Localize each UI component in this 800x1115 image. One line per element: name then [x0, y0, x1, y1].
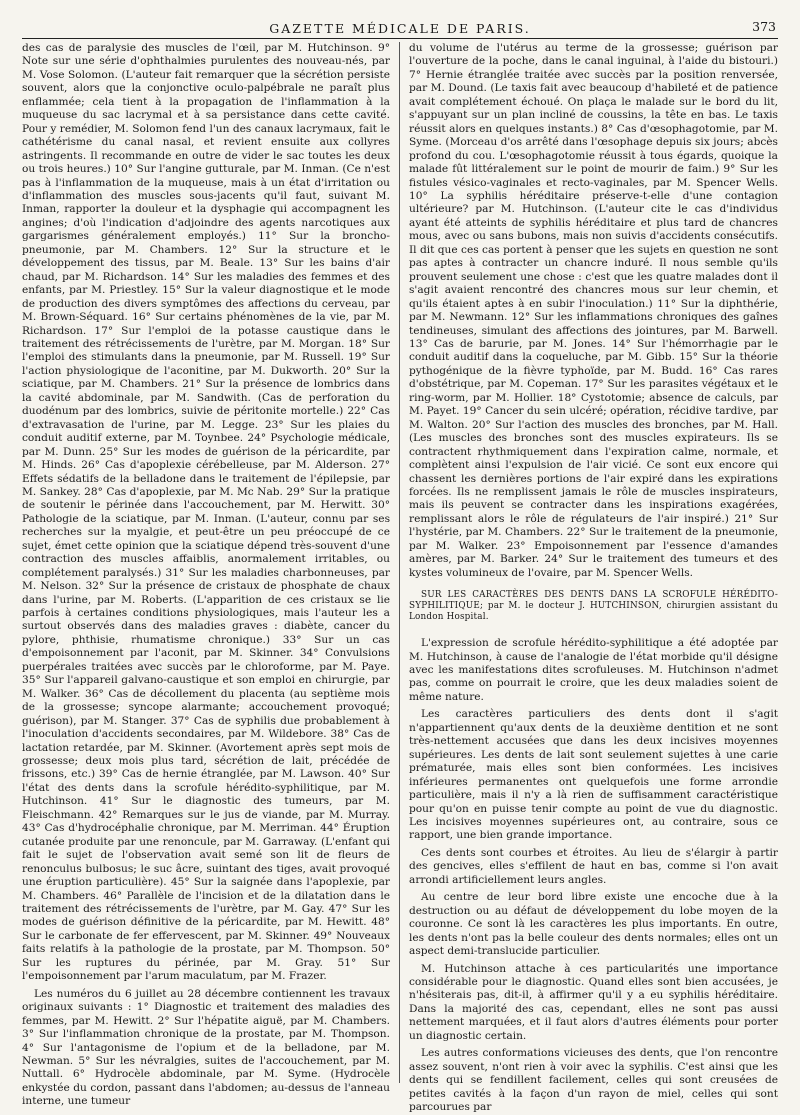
left-paragraph-continued: des cas de paralysie des muscles de l'œil, par M. Hutchinson. 9° Note sur une série d'ophthalmies purulentes des nouveau-nés, par M. Vose Solomon. (L'auteur fait remarquer que la sécrétion persiste souvent, alors que la conjonctive oculo-palpébrale ne paraît plus enflammée; cela tient à la propagation de l'inflammation à la muqueuse du sac lacrymal et à sa persistance dans cette cavité. Pour y remédier, M. Solomon fend l'un des canaux lacrymaux, fait le cathétérisme du canal nasal, et revient ensuite aux collyres astringents. Il recommande en outre de vider le sac toutes les deux ou trois heures.) 10° Sur l'angine gutturale, par M. Inman. (Ce n'est pas à l'inflammation de la muqueuse, mais à un état d'irritation ou d'inflammation des muscles sous-jacents qu'il faut, suivant M. Inman, rapporter la douleur et la dysphagie qui accompagnent les angines; d'où l'indication d'adjoindre des agents narcotiques aux gargarismes généralement employés.) 11° Sur la broncho-pneumonie, par M. Chambers. 12° Sur la structure et le développement des tissus, par M. Beale. 13° Sur les bains d'air chaud, par M. Richardson. 14° Sur les maladies des femmes et des enfants, par M. Priestley. 15° Sur la valeur diagnostique et le mode de production des divers symptômes des affections du cerveau, par M. Brown-Séquard. 16° Sur certains phénomènes de la vie, par M. Richardson. 17° Sur l'emploi de la potasse caustique dans le traitement des rétrécissements de l'urètre, par M. Morgan. 18° Sur l'emploi des stimulants dans la pneumonie, par M. Russell. 19° Sur l'action physiologique de l'aconitine, par M. Dukworth. 20° Sur la sciatique, par M. Chambers. 21° Sur la présence de lombrics dans la cavité abdominale, par M. Sandwith. (Cas de perforation du duodénum par des lombrics, suivie de péritonite mortelle.) 22° Cas d'extravasation de l'urine, par M. Legge. 23° Sur les plaies du conduit auditif externe, par M. Toynbee. 24° Psychologie médicale, par M. Dunn. 25° Sur les modes de guérison de la péricardite, par M. Hinds. 26° Cas d'apoplexie cérébelleuse, par M. Alderson. 27° Effets sédatifs de la belladone dans le traitement de l'épilepsie, par M. Sankey. 28° Cas d'apoplexie, par M. Mc Nab. 29° Sur la pratique de soutenir le périnée dans l'accouchement, par M. Herwitt. 30° Pathologie de la sciatique, par M. Inman. (L'auteur, connu par ses recherches sur la myalgie, et peut-être un peu préoccupé de ce sujet, émet cette opinion que la sciatique dépend très-souvent d'une contraction des muscles affaiblis, anormalement irritables, ou complétement paralysés.) 31° Sur les maladies charbonneuses, par M. Nelson. 32° Sur la présence de cristaux de phosphate de chaux dans l'urine, par M. Roberts. (L'apparition de ces cristaux se lie parfois à certaines conditions physiologiques, mais l'auteur les a surtout observés dans des maladies graves : diabète, cancer du pylore, phthisie, rhumatisme chronique.) 33° Sur un cas d'empoisonnement par l'aconit, par M. Skinner. 34° Convulsions puerpérales traitées avec succès par le chloroforme, par M. Paye. 35° Sur l'appareil galvano-caustique et son emploi en chirurgie, par M. Walker. 36° Cas de décollement du placenta (au septième mois de la grossesse; syncope alarmante; accouchement provoqué; guérison), par M. Stanger. 37° Cas de syphilis due probablement à l'inoculation d'accidents secondaires, par M. Wildebore. 38° Cas de lactation retardée, par M. Skinner. (Avortement après sept mois de grossesse; deux mois plus tard, sécrétion de lait, précédée de frissons, etc.) 39° Cas de hernie étranglée, par M. Lawson. 40° Sur l'état des dents dans la scrofule hérédito-syphilitique, par M. Hutchinson. 41° Sur le diagnostic des tumeurs, par M. Fleischmann. 42° Remarques sur le jus de viande, par M. Murray. 43° Cas d'hydrocéphalie chronique, par M. Merriman. 44° Éruption cutanée produite par une renoncule, par M. Garraway. (L'enfant qui fait le sujet de l'observation avait semé son lit de fleurs de renonculus bulbosus; le suc âcre, suintant des tiges, avait provoqué une éruption particulière). 45° Sur la saignée dans l'apoplexie, par M. Chambers. 46° Parallèle de l'incision et de la dilatation dans le traitement des rétrécissements de l'urètre, par M. Gay. 47° Sur les modes de guérison définitive de la péricardite, par M. Hewitt. 48° Sur le carbonate de fer effervescent, par M. Skinner. 49° Nouveaux faits relatifs à la pathologie de la prostate, par M. Thompson. 50° Sur les ruptures du périnée, par M. Gray. 51° Sur l'empoisonnement par l'arum maculatum, par M. Frazer. [22, 42, 390, 983]
article-paragraph: L'expression de scrofule hérédito-syphilitique a été adoptée par M. Hutchinson, à cause de l'analogie de l'état morbide qu'il désigne avec les manifestations dites scrofuleuses. M. Hutchinson n'admet pas, comme on pourrait le croire, que les deux maladies soient de même nature. [409, 637, 778, 703]
article-heading [409, 590, 778, 623]
running-title: GAZETTE MÉDICALE DE PARIS. [269, 21, 531, 36]
article-paragraph: Au centre de leur bord libre existe une encoche due à la destruction ou au défaut de développement du lobe moyen de la couronne. Ce sont là les caractères les plus importants. En outre, les dents n'ont pas la belle couleur des dents normales; elles ont un aspect demi-translucide particulier. [409, 891, 778, 958]
page-number: 373 [752, 19, 776, 34]
two-column-body [22, 42, 778, 1114]
article-paragraph: Les caractères particuliers des dents dont il s'agit n'appartiennent qu'aux dents de la deuxième dentition et ne sont très-nettement accusées que dans les deux incisives moyennes supérieures. Les dents de lait sont seulement sujettes à une carie prématurée, mais elles sont bien conformées. Les incisives inférieures permanentes ont quelquefois une forme arrondie particulière, mais il n'y a là rien de suffisamment caractéristique pour qu'on en puisse tenir compte au point de vue du diagnostic. Les incisives moyennes supérieures ont, au contraire, sous ce rapport, une bien grande importance. [409, 708, 778, 842]
article-paragraph: Les autres conformations vicieuses des dents, que l'on rencontre assez souvent, n'ont rien à voir avec la syphilis. C'est ainsi que les dents qui se fendillent facilement, celles qui sont creusées de petites cavités à la façon d'un rayon de miel, celles qui sont parcourues par [409, 1047, 778, 1114]
article-title-text: SUR LES CARACTÈRES DES DENTS DANS LA SCROFULE HÉRÉDITO-SYPHILITIQUE; par M. le docteur J. HUTCHINSON, chirurgien assistant du London Hospital. [409, 590, 778, 623]
right-column [400, 42, 778, 1114]
right-paragraph-continued: du volume de l'utérus au terme de la grossesse; guérison par l'ouverture de la poche, dans le canal inguinal, à l'aide du bistouri.) 7° Hernie étranglée traitée avec succès par la position renversée, par M. Dound. (Le taxis fait avec beaucoup d'habileté et de patience avait complétement échoué. On plaça le malade sur le bord du lit, s'appuyant sur un plan incliné de coussins, la tête en bas. Le taxis réussit alors en quelques instants.) 8° Cas d'œsophagotomie, par M. Syme. (Morceau d'os arrêté dans l'œsophage depuis six jours; abcès profond du cou. L'œsophagotomie réussit à tous égards, quoique la malade fût littéralement sur le point de mourir de faim.) 9° Sur les fistules vésico-vaginales et recto-vaginales, par M. Spencer Wells. 10° La syphilis héréditaire préserve-t-elle d'une contagion ultérieure? par M. Hutchinson. (L'auteur cite le cas d'individus ayant été atteints de syphilis héréditaire et plus tard de chancres mous, avec ou sans bubons, mais non suivis d'accidents consécutifs. Il dit que ces cas portent à penser que les sujets en question ne sont pas aptes à contracter un chancre induré. Il nous semble qu'ils prouvent seulement une chose : c'est que les quatre malades dont il s'agit avaient rencontré des chancres mous sur leur chemin, et qu'ils étaient aptes à en subir l'inoculation.) 11° Sur la diphthérie, par M. Newmann. 12° Sur les inflammations chroniques des gaînes tendineuses, simulant des affections des jointures, par M. Barwell. 13° Cas de barurie, par M. Jones. 14° Sur l'hémorrhagie par le conduit auditif dans la coqueluche, par M. Gibb. 15° Sur la théorie pythogénique de la fièvre typhoïde, par M. Budd. 16° Cas rares d'obstétrique, par M. Copeman. 17° Sur les parasites végétaux et le ring-worm, par M. Hollier. 18° Cystotomie; absence de calculs, par M. Payet. 19° Cancer du sein ulcéré; opération, récidive tardive, par M. Walton. 20° Sur l'action des muscles des bronches, par M. Hall. (Les muscles des bronches sont des muscles expirateurs. Ils se contractent rhythmiquement dans l'expiration calme, normale, et complètent ainsi l'expulsion de l'air vicié. Ce sont eux encore qui chassent les dernières portions de l'air expiré dans les expirations forcées. Ils ne remplissent jamais le rôle de muscles inspirateurs, mais ils peuvent se contracter dans les inspirations exagérées, remplissant alors le rôle de régulateurs de l'air inspiré.) 21° Sur l'hystérie, par M. Chambers. 22° Sur le traitement de la pneumonie, par M. Walker. 23° Empoisonnement par l'essence d'amandes amères, par M. Barker. 24° Sur le traitement des tumeurs et des kystes volumineux de l'ovaire, par M. Spencer Wells. [409, 42, 778, 579]
article-paragraph: M. Hutchinson attache à ces particularités une importance considérable pour le diagnostic. Quand elles sont bien accusées, je n'hésiterais pas, dit-il, à affirmer qu'il y a eu syphilis héréditaire. Dans la majorité des cas, cependant, elles ne sont pas aussi nettement marquées, et il faut alors d'autres éléments pour porter un diagnostic certain. [409, 962, 778, 1042]
left-paragraph-works-list: Les numéros du 6 juillet au 28 décembre contiennent les travaux originaux suivants : 1° Diagnostic et traitement des maladies des femmes, par M. Hewitt. 2° Sur l'hépatite aiguë, par M. Chambers. 3° Sur l'inflammation chronique de la prostate, par M. Thompson. 4° Sur l'antagonisme de l'opium et de la belladone, par M. Newman. 5° Sur les névralgies, suites de l'accouchement, par M. Nuttall. 6° Hydrocèle abdominale, par M. Syme. (Hydrocèle enkystée du cordon, passant dans l'abdomen; au-dessus de l'anneau interne, une tumeur [22, 987, 390, 1108]
article-paragraph: Ces dents sont courbes et étroites. Au lieu de s'élargir à partir des gencives, elles s'effilent de haut en bas, comme si l'on avait arrondi artificiellement leurs angles. [409, 846, 778, 886]
left-column [22, 42, 400, 1108]
page-header [22, 6, 778, 39]
